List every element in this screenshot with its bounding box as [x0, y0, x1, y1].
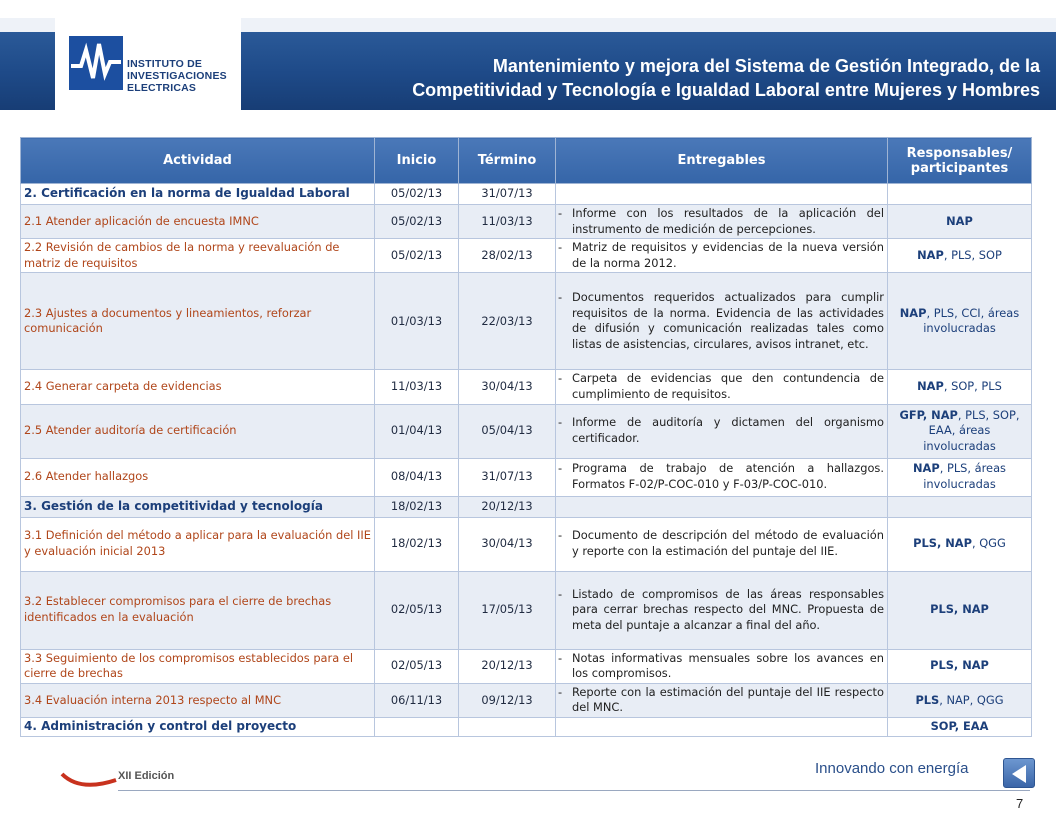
- responsibles-cell: [888, 458, 1032, 496]
- deliverable-cell: [556, 571, 888, 649]
- iie-logo-icon: [69, 36, 123, 90]
- end-date-cell: 22/03/13: [459, 273, 556, 370]
- start-date-cell: 08/04/13: [375, 458, 459, 496]
- responsible-others: , QGG: [971, 536, 1006, 551]
- start-date-cell: 05/02/13: [375, 205, 459, 239]
- header-responsibles: Responsables/ participantes: [888, 138, 1032, 184]
- activities-table: [20, 137, 1032, 737]
- bullet-dash: -: [558, 650, 563, 665]
- responsible-others: , PLS, áreas involucradas: [923, 461, 1006, 492]
- section-row: [21, 717, 1032, 736]
- start-date-cell: 02/05/13: [375, 571, 459, 649]
- deliverable-text: Listado de compromisos de las áreas responsables para cerrar brechas respecto del MNC. Propuesta de meta del puntaje a alcanzar a final del año.: [572, 586, 884, 632]
- deliverable-cell: [556, 370, 888, 404]
- activity-cell: 3. Gestión de la competitividad y tecnología: [21, 496, 375, 517]
- responsible-primary: NAP: [946, 213, 973, 228]
- table-row: [21, 370, 1032, 404]
- page-title: [280, 54, 1040, 102]
- start-date-cell: 02/05/13: [375, 649, 459, 683]
- table-row: [21, 239, 1032, 273]
- activity-cell: 2.4 Generar carpeta de evidencias: [21, 370, 375, 404]
- header-activity: Actividad: [21, 138, 375, 184]
- table-row: [21, 683, 1032, 717]
- responsible-primary: PLS: [915, 692, 940, 707]
- activity-cell: 2.3 Ajustes a documentos y lineamientos, reforzar comunicación: [21, 273, 375, 370]
- deliverable-cell: [556, 239, 888, 273]
- bullet-dash: -: [558, 461, 563, 476]
- start-date-cell: 05/02/13: [375, 184, 459, 205]
- responsible-primary: NAP: [917, 379, 944, 394]
- title-line-1: Mantenimiento y mejora del Sistema de Gestión Integrado, de la: [492, 56, 1040, 76]
- table-row: [21, 404, 1032, 458]
- responsible-others: , NAP, QGG: [939, 692, 1004, 707]
- responsibles-cell: [888, 273, 1032, 370]
- bullet-dash: -: [558, 206, 563, 220]
- responsibles-cell: [888, 717, 1032, 736]
- activity-cell: 4. Administración y control del proyecto: [21, 717, 375, 736]
- table-row: [21, 649, 1032, 683]
- start-date-cell: 01/03/13: [375, 273, 459, 370]
- responsible-others: , SOP, PLS: [943, 379, 1002, 394]
- responsible-primary: NAP: [899, 305, 927, 320]
- deliverable-cell: [556, 717, 888, 736]
- end-date-cell: 09/12/13: [459, 683, 556, 717]
- logo-line-1: INSTITUTO DE: [127, 58, 203, 70]
- deliverable-cell: [556, 404, 888, 458]
- bullet-dash: -: [558, 415, 563, 430]
- end-date-cell: 31/07/13: [459, 458, 556, 496]
- start-date-cell: 05/02/13: [375, 239, 459, 273]
- responsibles-cell: [888, 683, 1032, 717]
- institute-logo: [55, 18, 241, 118]
- bullet-dash: -: [558, 684, 563, 699]
- deliverable-cell: [556, 273, 888, 370]
- deliverable-cell: [556, 649, 888, 683]
- header-start: Inicio: [375, 138, 459, 184]
- start-date-cell: [375, 717, 459, 736]
- table-row: [21, 205, 1032, 239]
- activity-cell: 3.1 Definición del método a aplicar para la evaluación del IIE y evaluación inicial 2013: [21, 517, 375, 571]
- end-date-cell: 05/04/13: [459, 404, 556, 458]
- page-number: 7: [1016, 796, 1024, 811]
- footer-divider: [118, 790, 1030, 791]
- start-date-cell: 18/02/13: [375, 517, 459, 571]
- responsible-primary: NAP: [917, 247, 944, 262]
- deliverable-cell: [556, 205, 888, 239]
- logo-text: [127, 58, 237, 94]
- activity-cell: 2.5 Atender auditoría de certificación: [21, 404, 375, 458]
- deliverable-cell: [556, 496, 888, 517]
- header-end: Término: [459, 138, 556, 184]
- bullet-dash: -: [558, 240, 563, 255]
- activity-cell: 2.2 Revisión de cambios de la norma y reevaluación de matriz de requisitos: [21, 239, 375, 273]
- responsible-primary: GFP, NAP: [899, 407, 958, 422]
- responsibles-cell: [888, 184, 1032, 205]
- activity-cell: 3.4 Evaluación interna 2013 respecto al MNC: [21, 683, 375, 717]
- responsible-primary: NAP: [913, 461, 940, 476]
- logo-line-3: ELECTRICAS: [127, 82, 197, 94]
- section-row: [21, 184, 1032, 205]
- logo-line-2: INVESTIGACIONES: [127, 70, 227, 82]
- table-row: [21, 458, 1032, 496]
- tagline: Innovando con energía: [815, 760, 969, 777]
- responsibles-cell: [888, 571, 1032, 649]
- deliverable-text: Documento de descripción del método de evaluación y reporte con la estimación del puntaje del IIE.: [572, 528, 884, 559]
- start-date-cell: 06/11/13: [375, 683, 459, 717]
- activity-cell: 2.1 Atender aplicación de encuesta IMNC: [21, 205, 375, 239]
- end-date-cell: 30/04/13: [459, 370, 556, 404]
- deliverable-text: Informe de auditoría y dictamen del organismo certificador.: [572, 415, 884, 446]
- edition-swoosh-icon: [60, 770, 120, 790]
- responsibles-cell: [888, 404, 1032, 458]
- table-row: [21, 571, 1032, 649]
- activities-table-wrapper: [20, 137, 1031, 737]
- previous-slide-button[interactable]: [1003, 758, 1035, 788]
- responsible-others: , PLS, SOP: [943, 247, 1002, 262]
- responsible-primary: PLS, NAP: [930, 658, 989, 673]
- title-line-2: Competitividad y Tecnología e Igualdad Laboral entre Mujeres y Hombres: [412, 80, 1040, 100]
- activity-cell: 3.3 Seguimiento de los compromisos establecidos para el cierre de brechas: [21, 649, 375, 683]
- responsible-others: , PLS, SOP, EAA, áreas involucradas: [923, 407, 1020, 453]
- start-date-cell: 11/03/13: [375, 370, 459, 404]
- responsibles-cell: [888, 239, 1032, 273]
- end-date-cell: [459, 717, 556, 736]
- table-row: [21, 517, 1032, 571]
- end-date-cell: 11/03/13: [459, 205, 556, 239]
- deliverable-text: Carpeta de evidencias que den contundencia de cumplimiento de requisitos.: [572, 371, 884, 401]
- responsibles-cell: [888, 496, 1032, 517]
- end-date-cell: 30/04/13: [459, 517, 556, 571]
- bullet-dash: -: [558, 290, 563, 305]
- responsibles-cell: [888, 205, 1032, 239]
- bullet-dash: -: [558, 371, 563, 386]
- responsible-primary: PLS, NAP: [930, 602, 989, 617]
- section-row: [21, 496, 1032, 517]
- start-date-cell: 18/02/13: [375, 496, 459, 517]
- bullet-dash: -: [558, 586, 563, 601]
- deliverable-text: Programa de trabajo de atención a hallazgos. Formatos F-02/P-COC-010 y F-03/P-COC-010.: [572, 461, 884, 492]
- previous-arrow-icon: [1004, 759, 1036, 789]
- bullet-dash: -: [558, 528, 563, 543]
- header-deliverables: Entregables: [556, 138, 888, 184]
- deliverable-text: Informe con los resultados de la aplicación del instrumento de medición de percepciones.: [572, 206, 884, 236]
- responsible-others: , PLS, CCI, áreas involucradas: [923, 305, 1020, 336]
- deliverable-cell: [556, 683, 888, 717]
- edition-label: XII Edición: [118, 770, 175, 782]
- deliverable-cell: [556, 517, 888, 571]
- responsible-primary: SOP, EAA: [930, 718, 989, 733]
- responsibles-cell: [888, 370, 1032, 404]
- end-date-cell: 20/12/13: [459, 496, 556, 517]
- end-date-cell: 17/05/13: [459, 571, 556, 649]
- end-date-cell: 20/12/13: [459, 649, 556, 683]
- deliverable-text: Reporte con la estimación del puntaje del IIE respecto del MNC.: [572, 684, 884, 715]
- end-date-cell: 31/07/13: [459, 184, 556, 205]
- deliverable-text: Notas informativas mensuales sobre los avances en los compromisos.: [572, 650, 884, 681]
- table-body: [21, 184, 1032, 737]
- deliverable-cell: [556, 458, 888, 496]
- deliverable-text: Matriz de requisitos y evidencias de la nueva versión de la norma 2012.: [572, 240, 884, 270]
- activity-cell: 3.2 Establecer compromisos para el cierre de brechas identificados en la evaluación: [21, 571, 375, 649]
- responsibles-cell: [888, 649, 1032, 683]
- activity-cell: 2.6 Atender hallazgos: [21, 458, 375, 496]
- responsibles-cell: [888, 517, 1032, 571]
- table-row: [21, 273, 1032, 370]
- start-date-cell: 01/04/13: [375, 404, 459, 458]
- activity-cell: 2. Certificación en la norma de Igualdad Laboral: [21, 184, 375, 205]
- end-date-cell: 28/02/13: [459, 239, 556, 273]
- responsible-primary: PLS, NAP: [913, 536, 972, 551]
- deliverable-text: Documentos requeridos actualizados para cumplir requisitos de la norma. Evidencia de las actividades de difusión y comunicación realizadas tales como listas de asistencias, circulares, avisos intranet, etc.: [572, 290, 884, 351]
- table-header-row: [21, 138, 1032, 184]
- deliverable-cell: [556, 184, 888, 205]
